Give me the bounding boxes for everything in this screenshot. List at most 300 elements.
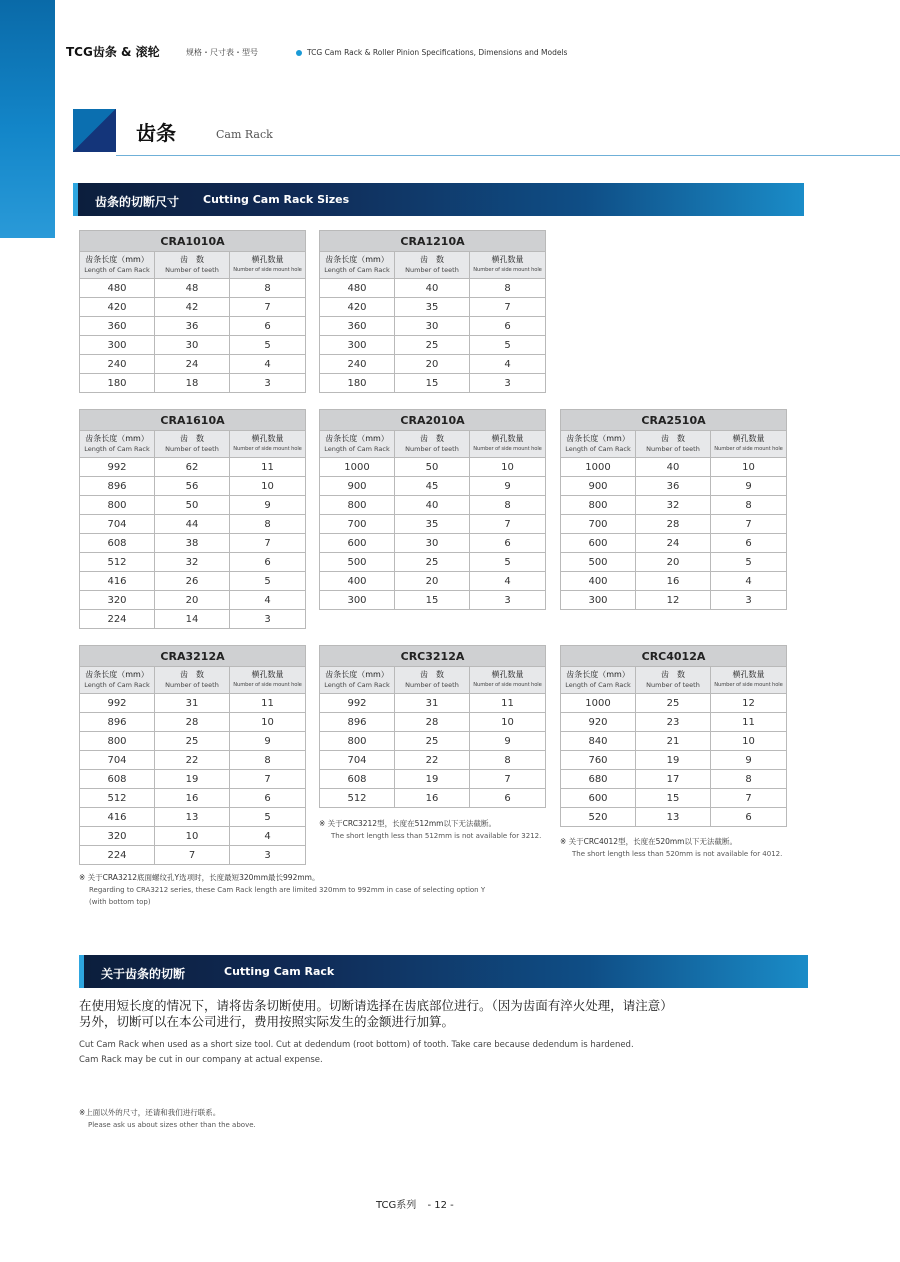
table-cell: 240 xyxy=(320,355,395,374)
table-cell: 12 xyxy=(636,591,711,610)
table-cell: 14 xyxy=(155,610,230,629)
table-row xyxy=(80,477,306,496)
table-header-row xyxy=(561,431,787,458)
table-cell: 8 xyxy=(230,751,306,770)
table-cell: 19 xyxy=(155,770,230,789)
table-cell: 9 xyxy=(711,477,787,496)
table-row xyxy=(80,572,306,591)
table-cell: 8 xyxy=(230,279,306,298)
table-cell: 32 xyxy=(155,553,230,572)
table-row xyxy=(80,279,306,298)
table-cell: 7 xyxy=(470,298,546,317)
table-cell: 4 xyxy=(470,572,546,591)
table-cell: 4 xyxy=(230,591,306,610)
table-cell: 42 xyxy=(155,298,230,317)
table-cell: 25 xyxy=(155,732,230,751)
table-row xyxy=(561,515,787,534)
table-cell: 416 xyxy=(80,808,155,827)
page-number: - 12 - xyxy=(427,1200,454,1211)
table-cell: 10 xyxy=(711,732,787,751)
table-row xyxy=(80,808,306,827)
table-cell: 360 xyxy=(80,317,155,336)
table-cell: 4 xyxy=(230,827,306,846)
table-cell: 8 xyxy=(470,751,546,770)
table-header-row xyxy=(561,667,787,694)
col-teeth: 齿 数 Number of teeth xyxy=(636,667,711,694)
table-cell: 992 xyxy=(320,694,395,713)
body-chinese xyxy=(79,998,673,1030)
table-cell: 704 xyxy=(80,751,155,770)
table-cell: 5 xyxy=(711,553,787,572)
table-cell: 22 xyxy=(395,751,470,770)
table-cell: 10 xyxy=(230,477,306,496)
table-cell: 6 xyxy=(470,317,546,336)
table-cell: 360 xyxy=(320,317,395,336)
body-en-line1: Cut Cam Rack when used as a short size tool. Cut at dedendum (root bottom) of tooth. Take care because dedendum is hardened. xyxy=(79,1040,634,1050)
table-row xyxy=(320,336,546,355)
table-cell: 420 xyxy=(320,298,395,317)
table-model: CRA1210A xyxy=(320,231,546,252)
table-cell: 3 xyxy=(711,591,787,610)
note-crc4012 xyxy=(560,836,782,860)
table-cell: 1000 xyxy=(561,694,636,713)
col-holes: 横孔数量 Number of side mount hole xyxy=(230,431,306,458)
table-row xyxy=(80,610,306,629)
table-row xyxy=(561,591,787,610)
table-row xyxy=(561,496,787,515)
table-cell: 4 xyxy=(230,355,306,374)
table-cell: 320 xyxy=(80,827,155,846)
section-icon xyxy=(73,109,116,152)
note-cra3212 xyxy=(79,872,485,908)
table-cell: 800 xyxy=(320,732,395,751)
table-cell: 3 xyxy=(230,846,306,865)
bullet-icon xyxy=(296,50,302,56)
table-cell: 480 xyxy=(80,279,155,298)
table-cell: 6 xyxy=(711,808,787,827)
table-cell: 30 xyxy=(155,336,230,355)
table-cell: 24 xyxy=(155,355,230,374)
table-cell: 10 xyxy=(470,458,546,477)
table-cell: 8 xyxy=(470,279,546,298)
table-cell: 3 xyxy=(230,610,306,629)
header-english-text: TCG Cam Rack & Roller Pinion Specifications, Dimensions and Models xyxy=(307,48,568,57)
body-cn-line1: 在使用短长度的情况下，请将齿条切断使用。切断请选择在齿底部位进行。（因为齿面有淬火处理，请注意） xyxy=(79,998,673,1013)
table-cell: 5 xyxy=(230,572,306,591)
table-row xyxy=(320,355,546,374)
table-cell: 25 xyxy=(636,694,711,713)
table-cell: 520 xyxy=(561,808,636,827)
table-row xyxy=(561,713,787,732)
table-cell: 13 xyxy=(636,808,711,827)
footer xyxy=(376,1196,454,1211)
table-cell: 7 xyxy=(711,789,787,808)
table-cell: 608 xyxy=(80,770,155,789)
table-cell: 6 xyxy=(230,317,306,336)
table-row xyxy=(320,713,546,732)
table-row xyxy=(320,751,546,770)
table-row xyxy=(561,572,787,591)
section-title: 齿条 xyxy=(136,121,176,145)
table-cell: 480 xyxy=(320,279,395,298)
table-cell: 224 xyxy=(80,610,155,629)
table-cell: 20 xyxy=(395,572,470,591)
table-cell: 9 xyxy=(230,732,306,751)
table-cell: 19 xyxy=(636,751,711,770)
table-cell: 9 xyxy=(470,732,546,751)
note-crc3212-cn: ※ 关于CRC3212型，长度在512mm以下无法截断。 xyxy=(319,819,496,828)
note-cra3212-en1: Regarding to CRA3212 series, these Cam Rack length are limited 320mm to 992mm in case of selecting option Y xyxy=(89,886,486,894)
col-teeth: 齿 数 Number of teeth xyxy=(636,431,711,458)
table-cell: 8 xyxy=(230,515,306,534)
table-cell: 6 xyxy=(230,789,306,808)
col-teeth: 齿 数 Number of teeth xyxy=(155,431,230,458)
note-crc4012-cn: ※ 关于CRC4012型，长度在520mm以下无法截断。 xyxy=(560,837,737,846)
table-cell: 21 xyxy=(636,732,711,751)
table-cell: 10 xyxy=(470,713,546,732)
banner-cn: 齿条的切断尺寸 xyxy=(95,195,180,209)
table-cell: 45 xyxy=(395,477,470,496)
table-cell: 28 xyxy=(395,713,470,732)
table-row xyxy=(561,553,787,572)
section-title-en: Cam Rack xyxy=(216,128,273,141)
table-cell: 800 xyxy=(320,496,395,515)
table-cell: 24 xyxy=(636,534,711,553)
col-teeth: 齿 数 Number of teeth xyxy=(155,667,230,694)
table-row xyxy=(80,553,306,572)
table-cell: 20 xyxy=(636,553,711,572)
table-cell: 840 xyxy=(561,732,636,751)
table-row xyxy=(320,477,546,496)
table-row xyxy=(320,789,546,808)
table-cell: 3 xyxy=(230,374,306,393)
table-row xyxy=(561,458,787,477)
table-cell: 896 xyxy=(320,713,395,732)
table-cell: 16 xyxy=(155,789,230,808)
table-cell: 16 xyxy=(395,789,470,808)
table-cell: 56 xyxy=(155,477,230,496)
table-model: CRC3212A xyxy=(320,646,546,667)
table-cell: 600 xyxy=(561,789,636,808)
table-cell: 15 xyxy=(395,591,470,610)
table-row xyxy=(80,336,306,355)
contact-cn: ※上面以外的尺寸，还请和我们进行联系。 xyxy=(79,1108,221,1117)
table-cell: 700 xyxy=(320,515,395,534)
table-cell: 5 xyxy=(470,553,546,572)
col-teeth: 齿 数 Number of teeth xyxy=(395,431,470,458)
note-cra3212-en2: (with bottom top) xyxy=(89,898,151,906)
table-cell: 50 xyxy=(155,496,230,515)
table-cell: 800 xyxy=(561,496,636,515)
table-model: CRA2510A xyxy=(561,410,787,431)
table-row xyxy=(320,770,546,789)
table-cell: 704 xyxy=(80,515,155,534)
table-row xyxy=(80,751,306,770)
table-cell: 28 xyxy=(155,713,230,732)
table-cell: 26 xyxy=(155,572,230,591)
table-cell: 12 xyxy=(711,694,787,713)
table-cell: 20 xyxy=(395,355,470,374)
table-cell: 1000 xyxy=(561,458,636,477)
col-holes: 横孔数量 Number of side mount hole xyxy=(470,252,546,279)
banner-cutting-cam-rack xyxy=(79,955,808,988)
table-cell: 36 xyxy=(155,317,230,336)
table-cell: 7 xyxy=(230,298,306,317)
table-cell: 40 xyxy=(395,496,470,515)
table-cell: 28 xyxy=(636,515,711,534)
table-cell: 300 xyxy=(320,336,395,355)
table-cell: 25 xyxy=(395,336,470,355)
table-row xyxy=(320,317,546,336)
table-cell: 800 xyxy=(80,732,155,751)
banner-tab xyxy=(79,955,84,988)
table-cell: 31 xyxy=(155,694,230,713)
banner-cn: 关于齿条的切断 xyxy=(101,967,186,981)
table-cell: 30 xyxy=(395,317,470,336)
table-cell: 5 xyxy=(230,808,306,827)
header-english xyxy=(296,48,567,57)
table-cell: 600 xyxy=(561,534,636,553)
table-row xyxy=(80,355,306,374)
table-cell: 5 xyxy=(470,336,546,355)
table-cell: 500 xyxy=(320,553,395,572)
spec-table xyxy=(319,409,546,610)
table-cell: 400 xyxy=(320,572,395,591)
spec-table xyxy=(560,409,787,610)
table-row xyxy=(80,515,306,534)
table-cell: 400 xyxy=(561,572,636,591)
col-holes: 横孔数量 Number of side mount hole xyxy=(230,667,306,694)
col-length: 齿条长度（mm） Length of Cam Rack xyxy=(561,667,636,694)
banner-cutting-sizes xyxy=(73,183,804,216)
table-cell: 11 xyxy=(470,694,546,713)
col-length: 齿条长度（mm） Length of Cam Rack xyxy=(561,431,636,458)
col-length: 齿条长度（mm） Length of Cam Rack xyxy=(320,252,395,279)
table-row xyxy=(561,751,787,770)
table-row xyxy=(320,591,546,610)
table-cell: 11 xyxy=(230,694,306,713)
note-cra3212-cn: ※ 关于CRA3212底面螺纹孔Y选项时，长度最短320mm最长992mm。 xyxy=(79,873,320,882)
table-cell: 3 xyxy=(470,374,546,393)
table-cell: 8 xyxy=(470,496,546,515)
table-cell: 300 xyxy=(561,591,636,610)
table-row xyxy=(80,298,306,317)
table-cell: 500 xyxy=(561,553,636,572)
table-row xyxy=(80,770,306,789)
table-header-row xyxy=(80,667,306,694)
body-english xyxy=(79,1038,634,1068)
body-en-line2: Cam Rack may be cut in our company at actual expense. xyxy=(79,1055,323,1065)
section-divider xyxy=(116,155,900,156)
footer-series: TCG系列 xyxy=(376,1200,417,1211)
table-cell: 18 xyxy=(155,374,230,393)
table-row xyxy=(561,808,787,827)
spec-table xyxy=(79,230,306,393)
col-holes: 横孔数量 Number of side mount hole xyxy=(230,252,306,279)
table-cell: 300 xyxy=(320,591,395,610)
table-cell: 16 xyxy=(636,572,711,591)
table-row xyxy=(561,770,787,789)
table-cell: 704 xyxy=(320,751,395,770)
table-cell: 25 xyxy=(395,732,470,751)
table-cell: 300 xyxy=(80,336,155,355)
table-cell: 920 xyxy=(561,713,636,732)
table-row xyxy=(320,732,546,751)
table-row xyxy=(320,298,546,317)
table-cell: 15 xyxy=(395,374,470,393)
spec-table xyxy=(319,230,546,393)
table-row xyxy=(320,572,546,591)
table-cell: 15 xyxy=(636,789,711,808)
table-cell: 35 xyxy=(395,515,470,534)
table-model: CRC4012A xyxy=(561,646,787,667)
table-cell: 800 xyxy=(80,496,155,515)
header-subtitle: 规格・尺寸表・型号 xyxy=(186,48,258,57)
table-cell: 6 xyxy=(470,789,546,808)
spec-table xyxy=(79,409,306,629)
table-row xyxy=(561,534,787,553)
table-row xyxy=(80,713,306,732)
table-header-row xyxy=(80,252,306,279)
col-teeth: 齿 数 Number of teeth xyxy=(395,252,470,279)
table-cell: 17 xyxy=(636,770,711,789)
table-header-row xyxy=(320,252,546,279)
table-row xyxy=(80,827,306,846)
col-holes: 横孔数量 Number of side mount hole xyxy=(711,667,787,694)
table-cell: 8 xyxy=(711,496,787,515)
banner-en: Cutting Cam Rack xyxy=(224,965,335,978)
table-cell: 38 xyxy=(155,534,230,553)
table-cell: 40 xyxy=(395,279,470,298)
contact-note xyxy=(79,1107,256,1131)
table-row xyxy=(320,279,546,298)
body-cn-line2: 另外，切断可以在本公司进行，费用按照实际发生的金额进行加算。 xyxy=(79,1014,455,1029)
table-row xyxy=(80,458,306,477)
table-cell: 512 xyxy=(80,789,155,808)
table-cell: 600 xyxy=(320,534,395,553)
table-cell: 22 xyxy=(155,751,230,770)
table-row xyxy=(320,694,546,713)
table-cell: 416 xyxy=(80,572,155,591)
table-cell: 992 xyxy=(80,458,155,477)
table-row xyxy=(561,789,787,808)
col-length: 齿条长度（mm） Length of Cam Rack xyxy=(80,667,155,694)
table-cell: 44 xyxy=(155,515,230,534)
note-crc3212 xyxy=(319,818,541,842)
table-cell: 13 xyxy=(155,808,230,827)
table-cell: 900 xyxy=(561,477,636,496)
table-cell: 6 xyxy=(470,534,546,553)
table-cell: 50 xyxy=(395,458,470,477)
table-cell: 9 xyxy=(230,496,306,515)
table-cell: 900 xyxy=(320,477,395,496)
table-row xyxy=(561,477,787,496)
table-cell: 11 xyxy=(711,713,787,732)
note-crc4012-en: The short length less than 520mm is not available for 4012. xyxy=(572,850,783,858)
table-cell: 512 xyxy=(80,553,155,572)
table-cell: 512 xyxy=(320,789,395,808)
table-row xyxy=(320,374,546,393)
table-row xyxy=(320,515,546,534)
table-cell: 20 xyxy=(155,591,230,610)
table-row xyxy=(80,789,306,808)
table-cell: 896 xyxy=(80,477,155,496)
table-cell: 35 xyxy=(395,298,470,317)
table-cell: 760 xyxy=(561,751,636,770)
table-row xyxy=(320,458,546,477)
col-length: 齿条长度（mm） Length of Cam Rack xyxy=(80,431,155,458)
table-cell: 680 xyxy=(561,770,636,789)
table-cell: 1000 xyxy=(320,458,395,477)
table-cell: 10 xyxy=(230,713,306,732)
table-header-row xyxy=(320,431,546,458)
note-crc3212-en: The short length less than 512mm is not available for 3212. xyxy=(331,832,542,840)
table-row xyxy=(320,496,546,515)
table-model: CRA2010A xyxy=(320,410,546,431)
table-cell: 25 xyxy=(395,553,470,572)
table-row xyxy=(80,534,306,553)
table-cell: 5 xyxy=(230,336,306,355)
table-cell: 320 xyxy=(80,591,155,610)
table-row xyxy=(80,374,306,393)
col-holes: 横孔数量 Number of side mount hole xyxy=(470,667,546,694)
table-row xyxy=(80,846,306,865)
table-cell: 6 xyxy=(230,553,306,572)
table-row xyxy=(80,317,306,336)
col-teeth: 齿 数 Number of teeth xyxy=(395,667,470,694)
table-cell: 700 xyxy=(561,515,636,534)
table-header-row xyxy=(80,431,306,458)
table-cell: 62 xyxy=(155,458,230,477)
table-row xyxy=(561,694,787,713)
table-cell: 19 xyxy=(395,770,470,789)
table-model: CRA3212A xyxy=(80,646,306,667)
banner-en: Cutting Cam Rack Sizes xyxy=(203,193,350,206)
table-row xyxy=(320,553,546,572)
table-cell: 3 xyxy=(470,591,546,610)
table-model: CRA1610A xyxy=(80,410,306,431)
table-cell: 240 xyxy=(80,355,155,374)
banner-tab xyxy=(73,183,78,216)
table-cell: 31 xyxy=(395,694,470,713)
table-cell: 4 xyxy=(711,572,787,591)
table-cell: 420 xyxy=(80,298,155,317)
table-cell: 7 xyxy=(230,770,306,789)
col-holes: 横孔数量 Number of side mount hole xyxy=(711,431,787,458)
col-length: 齿条长度（mm） Length of Cam Rack xyxy=(320,431,395,458)
table-row xyxy=(320,534,546,553)
table-row xyxy=(80,694,306,713)
table-cell: 608 xyxy=(320,770,395,789)
table-cell: 224 xyxy=(80,846,155,865)
table-cell: 992 xyxy=(80,694,155,713)
table-cell: 32 xyxy=(636,496,711,515)
table-cell: 4 xyxy=(470,355,546,374)
table-cell: 896 xyxy=(80,713,155,732)
table-cell: 7 xyxy=(470,770,546,789)
table-cell: 10 xyxy=(711,458,787,477)
table-cell: 48 xyxy=(155,279,230,298)
table-row xyxy=(561,732,787,751)
table-cell: 36 xyxy=(636,477,711,496)
table-model: CRA1010A xyxy=(80,231,306,252)
table-cell: 7 xyxy=(230,534,306,553)
spec-table xyxy=(79,645,306,865)
side-accent-bar xyxy=(0,0,55,238)
table-row xyxy=(80,591,306,610)
table-cell: 30 xyxy=(395,534,470,553)
table-cell: 7 xyxy=(470,515,546,534)
